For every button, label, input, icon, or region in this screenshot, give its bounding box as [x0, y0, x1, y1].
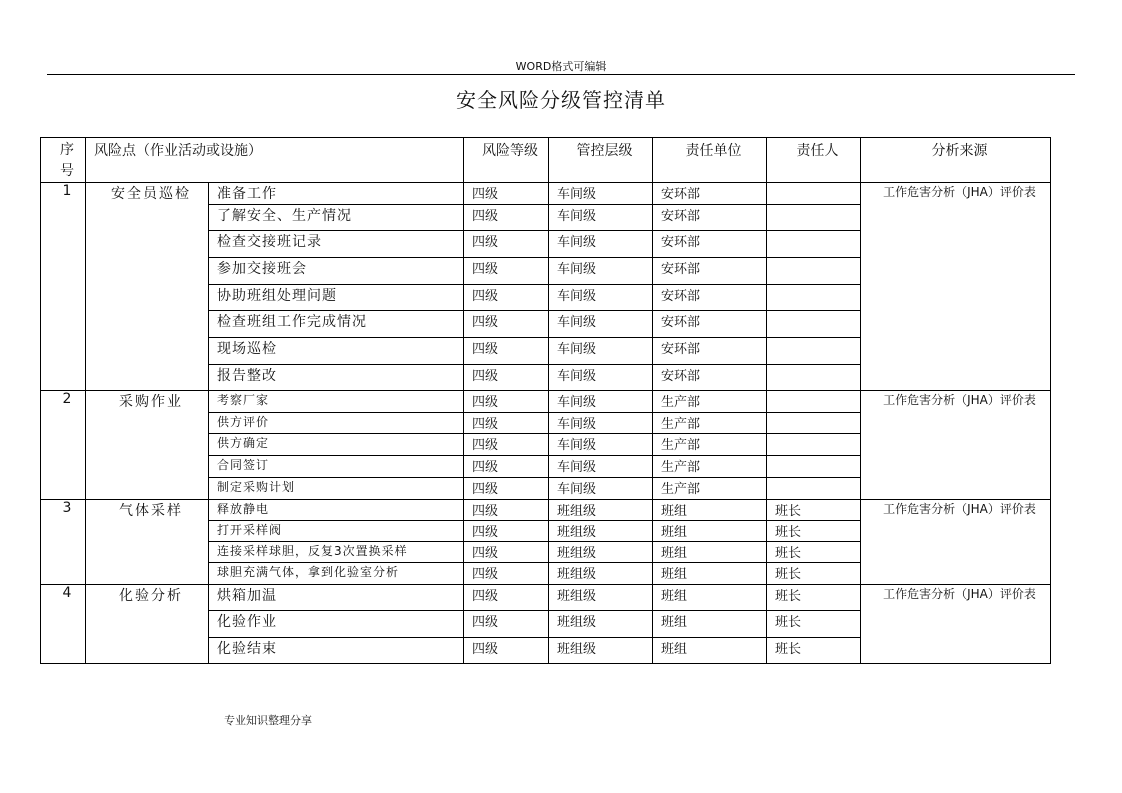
control-level-cell: 班组级	[549, 563, 653, 585]
responsible-person-cell	[767, 413, 861, 434]
risk-level-cell: 四级	[464, 611, 549, 638]
responsible-person-cell: 班长	[767, 521, 861, 542]
activity-cell: 打开采样阀	[209, 521, 464, 542]
activity-cell: 考察厂家	[209, 391, 464, 413]
responsible-unit-cell: 生产部	[653, 434, 767, 456]
table-header-row	[41, 138, 1051, 183]
group-seq: 1	[41, 183, 86, 391]
activity-cell: 连接采样球胆，反复3次置换采样	[209, 542, 464, 563]
responsible-person-cell	[767, 365, 861, 391]
responsible-unit-cell: 安环部	[653, 365, 767, 391]
control-level-cell: 班组级	[549, 611, 653, 638]
table-row	[41, 183, 1051, 205]
page-header: WORD格式可编辑	[515, 60, 607, 73]
header-risk-level: 风险等级	[464, 138, 549, 183]
responsible-unit-cell: 生产部	[653, 478, 767, 500]
control-level-cell: 车间级	[549, 311, 653, 338]
activity-cell: 准备工作	[209, 183, 464, 205]
header-seq-label: 序号	[60, 142, 74, 179]
risk-level-cell: 四级	[464, 258, 549, 285]
risk-level-cell: 四级	[464, 563, 549, 585]
responsible-person-cell	[767, 338, 861, 365]
control-level-cell: 车间级	[549, 205, 653, 231]
responsible-person-cell	[767, 231, 861, 258]
responsible-person-cell	[767, 456, 861, 478]
header-responsible-person: 责任人	[767, 138, 861, 183]
activity-cell: 制定采购计划	[209, 478, 464, 500]
risk-level-cell: 四级	[464, 285, 549, 311]
risk-level-cell: 四级	[464, 365, 549, 391]
responsible-unit-cell: 安环部	[653, 285, 767, 311]
responsible-unit-cell: 班组	[653, 585, 767, 611]
activity-cell: 检查班组工作完成情况	[209, 311, 464, 338]
page-footer: 专业知识整理分享	[224, 714, 312, 727]
control-level-cell: 班组级	[549, 500, 653, 521]
analysis-source-cell: 工作危害分析（JHA）评价表	[861, 183, 1051, 391]
header-control-level: 管控层级	[549, 138, 653, 183]
activity-cell: 协助班组处理问题	[209, 285, 464, 311]
risk-level-cell: 四级	[464, 638, 549, 664]
header-risk-point: 风险点（作业活动或设施）	[86, 138, 464, 183]
analysis-source-cell: 工作危害分析（JHA）评价表	[861, 585, 1051, 664]
responsible-person-cell: 班长	[767, 563, 861, 585]
risk-level-cell: 四级	[464, 456, 549, 478]
risk-control-table	[40, 137, 1051, 664]
activity-cell: 化验作业	[209, 611, 464, 638]
activity-cell: 了解安全、生产情况	[209, 205, 464, 231]
control-level-cell: 车间级	[549, 365, 653, 391]
risk-level-cell: 四级	[464, 478, 549, 500]
control-level-cell: 车间级	[549, 183, 653, 205]
activity-cell: 参加交接班会	[209, 258, 464, 285]
control-level-cell: 车间级	[549, 285, 653, 311]
responsible-unit-cell: 班组	[653, 521, 767, 542]
control-level-cell: 车间级	[549, 456, 653, 478]
document-title: 安全风险分级管控清单	[456, 88, 666, 112]
responsible-person-cell	[767, 478, 861, 500]
control-level-cell: 车间级	[549, 434, 653, 456]
activity-cell: 球胆充满气体，拿到化验室分析	[209, 563, 464, 585]
responsible-person-cell: 班长	[767, 638, 861, 664]
risk-point-name: 化验分析	[86, 585, 209, 664]
responsible-unit-cell: 安环部	[653, 311, 767, 338]
responsible-unit-cell: 生产部	[653, 391, 767, 413]
responsible-unit-cell: 安环部	[653, 338, 767, 365]
control-level-cell: 车间级	[549, 338, 653, 365]
responsible-unit-cell: 安环部	[653, 183, 767, 205]
responsible-unit-cell: 安环部	[653, 258, 767, 285]
responsible-person-cell	[767, 285, 861, 311]
risk-level-cell: 四级	[464, 231, 549, 258]
risk-level-cell: 四级	[464, 311, 549, 338]
activity-cell: 烘箱加温	[209, 585, 464, 611]
activity-cell: 化验结束	[209, 638, 464, 664]
activity-cell: 供方评价	[209, 413, 464, 434]
control-level-cell: 车间级	[549, 231, 653, 258]
table-row	[41, 585, 1051, 611]
control-level-cell: 班组级	[549, 638, 653, 664]
activity-cell: 检查交接班记录	[209, 231, 464, 258]
risk-level-cell: 四级	[464, 585, 549, 611]
responsible-person-cell: 班长	[767, 585, 861, 611]
risk-level-cell: 四级	[464, 521, 549, 542]
responsible-unit-cell: 班组	[653, 500, 767, 521]
responsible-person-cell	[767, 391, 861, 413]
control-level-cell: 车间级	[549, 391, 653, 413]
group-seq: 2	[41, 391, 86, 500]
responsible-person-cell: 班长	[767, 542, 861, 563]
responsible-person-cell	[767, 311, 861, 338]
risk-point-name: 气体采样	[86, 500, 209, 585]
responsible-person-cell	[767, 205, 861, 231]
control-level-cell: 车间级	[549, 478, 653, 500]
table-row	[41, 391, 1051, 413]
activity-cell: 合同签订	[209, 456, 464, 478]
responsible-person-cell: 班长	[767, 500, 861, 521]
responsible-unit-cell: 班组	[653, 563, 767, 585]
risk-point-name: 采购作业	[86, 391, 209, 500]
control-level-cell: 班组级	[549, 542, 653, 563]
responsible-unit-cell: 安环部	[653, 205, 767, 231]
risk-level-cell: 四级	[464, 183, 549, 205]
responsible-person-cell	[767, 183, 861, 205]
risk-level-cell: 四级	[464, 205, 549, 231]
risk-level-cell: 四级	[464, 434, 549, 456]
header-seq	[41, 138, 86, 183]
control-level-cell: 车间级	[549, 258, 653, 285]
control-level-cell: 班组级	[549, 585, 653, 611]
responsible-person-cell: 班长	[767, 611, 861, 638]
analysis-source-cell: 工作危害分析（JHA）评价表	[861, 500, 1051, 585]
responsible-unit-cell: 安环部	[653, 231, 767, 258]
risk-level-cell: 四级	[464, 542, 549, 563]
responsible-unit-cell: 生产部	[653, 413, 767, 434]
group-seq: 3	[41, 500, 86, 585]
risk-point-name: 安全员巡检	[86, 183, 209, 391]
control-level-cell: 车间级	[549, 413, 653, 434]
responsible-person-cell	[767, 434, 861, 456]
responsible-unit-cell: 生产部	[653, 456, 767, 478]
risk-level-cell: 四级	[464, 338, 549, 365]
responsible-unit-cell: 班组	[653, 542, 767, 563]
risk-level-cell: 四级	[464, 391, 549, 413]
responsible-unit-cell: 班组	[653, 611, 767, 638]
analysis-source-cell: 工作危害分析（JHA）评价表	[861, 391, 1051, 500]
header-divider	[47, 74, 1075, 75]
header-analysis-source: 分析来源	[861, 138, 1051, 183]
activity-cell: 现场巡检	[209, 338, 464, 365]
group-seq: 4	[41, 585, 86, 664]
activity-cell: 报告整改	[209, 365, 464, 391]
risk-level-cell: 四级	[464, 413, 549, 434]
responsible-unit-cell: 班组	[653, 638, 767, 664]
control-level-cell: 班组级	[549, 521, 653, 542]
activity-cell: 供方确定	[209, 434, 464, 456]
risk-level-cell: 四级	[464, 500, 549, 521]
activity-cell: 释放静电	[209, 500, 464, 521]
header-responsible-unit: 责任单位	[653, 138, 767, 183]
table-row	[41, 500, 1051, 521]
responsible-person-cell	[767, 258, 861, 285]
